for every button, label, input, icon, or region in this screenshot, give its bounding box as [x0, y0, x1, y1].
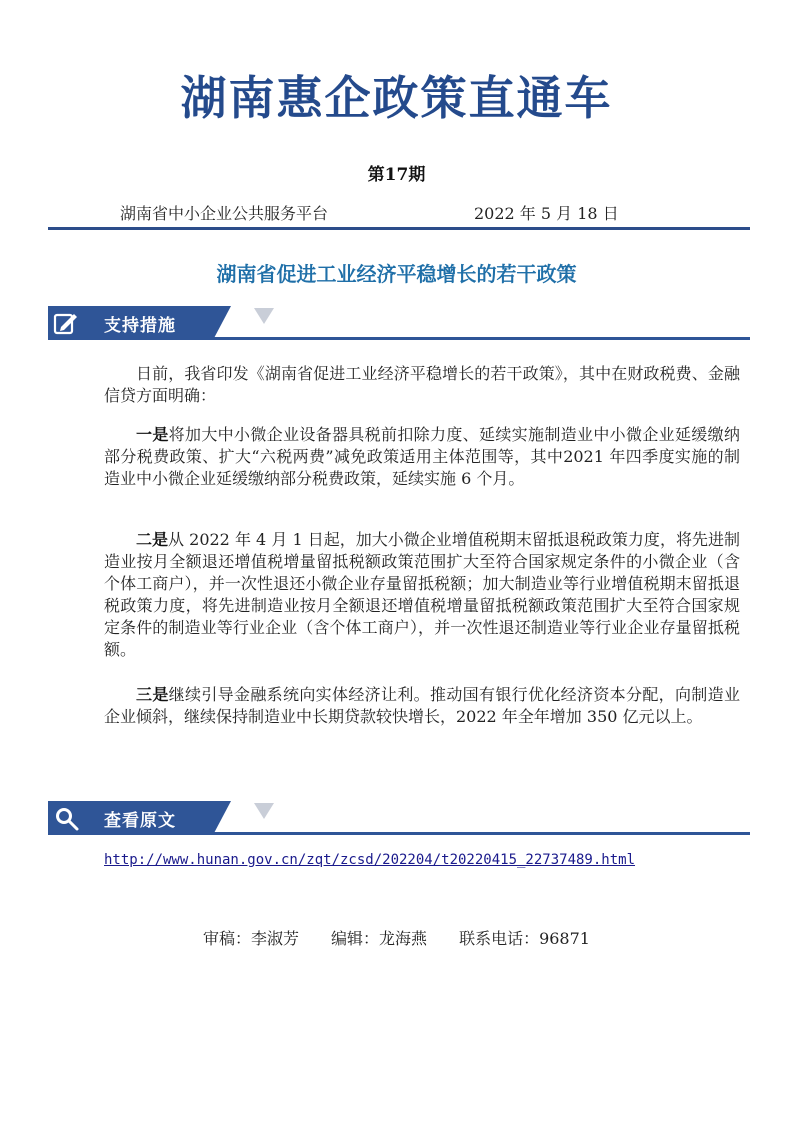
paragraph-point-1: 一是将加大中小微企业设备器具税前扣除力度、延续实施制造业中小微企业延缓缴纳部分税费政策、扩大“六税两费”减免政策适用主体范围等，其中2021 年四季度实施的制造业中小微企业延缓缴纳部分税费政策，延续实施 6 个月。: [104, 425, 740, 488]
section-header-original: [48, 801, 750, 835]
edit-icon: [52, 309, 80, 337]
reviewer-credit: 审稿：李淑芳: [203, 929, 300, 948]
contact-phone: 联系电话：96871: [459, 929, 590, 948]
paragraph-point-2: 二是从 2022 年 4 月 1 日起，加大小微企业增值税期末留抵退税政策力度，将先进制造业按月全额退还增值税增量留抵税额政策范围扩大至符合国家规定条件的小微企业（含个体工商户），并一次性退还小微企业存量留抵税额；加大制造业等行业增值税期末留抵退税政策力度，将先进制造业按月全额退还增值税增量留抵税额政策范围扩大至符合国家规定条件的制造业等行业企业（含个体工商户），并一次性退还制造业等行业企业存量留抵税额。: [104, 530, 740, 659]
decorative-triangle: [254, 803, 274, 819]
paragraph-intro: 日前，我省印发《湖南省促进工业经济平稳增长的若干政策》，其中在财政税费、金融信贷方面明确：: [104, 364, 740, 405]
paragraph-point-3: 三是继续引导金融系统向实体经济让利。推动国有银行优化经济资本分配，向制造业企业倾斜，继续保持制造业中长期贷款较快增长，2022 年全年增加 350 亿元以上。: [104, 685, 740, 726]
section-header-support: [48, 306, 750, 340]
section-label-support: 支持措施: [104, 316, 176, 336]
decorative-triangle: [254, 308, 274, 324]
original-source-link[interactable]: http://www.hunan.gov.cn/zqt/zcsd/202204/t20220415_22737489.html: [104, 852, 636, 868]
publish-date: 2022 年 5 月 18 日: [474, 204, 619, 223]
footer-credits: [0, 926, 793, 949]
search-icon: [52, 804, 80, 832]
issue-number: 第17期: [367, 165, 426, 185]
newsletter-title: 湖南惠企政策直通车: [180, 71, 613, 125]
section-label-original: 查看原文: [104, 811, 176, 831]
policy-title: 湖南省促进工业经济平稳增长的若干政策: [216, 262, 577, 286]
header-divider: [48, 227, 750, 230]
editor-credit: 编辑：龙海燕: [331, 929, 428, 948]
publisher-org: 湖南省中小企业公共服务平台: [120, 204, 329, 223]
